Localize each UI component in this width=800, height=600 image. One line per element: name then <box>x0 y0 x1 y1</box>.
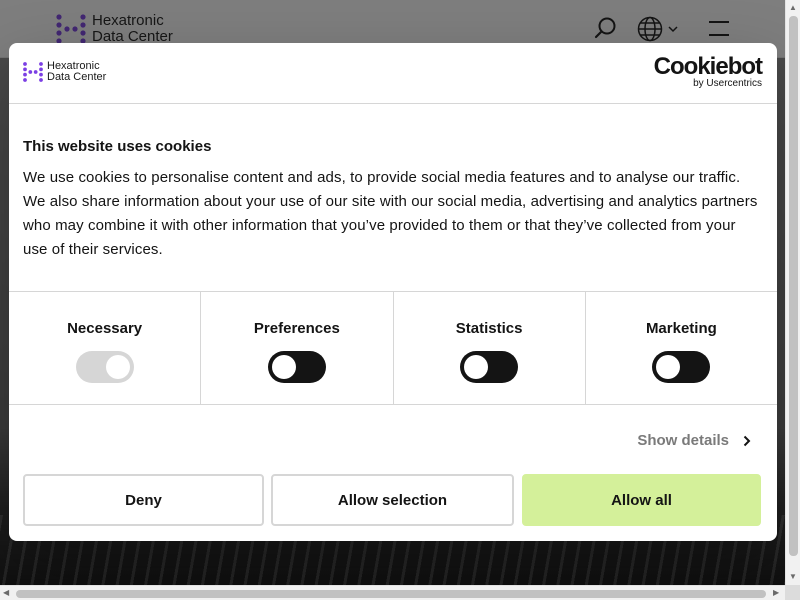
scrollbar-corner <box>785 585 800 600</box>
allow-selection-button[interactable]: Allow selection <box>271 474 514 526</box>
dialog-description: We use cookies to personalise content and ads, to provide social media features and to analyse our traffic. We also share information about your use of our site with our social media, advertising and analytics partners who may combine it with other information that you’ve provided to them or that they’ve collected from your use of their services. <box>23 169 758 258</box>
dialog-header <box>9 43 777 104</box>
category-label: Marketing <box>645 320 717 337</box>
category-statistics <box>394 292 586 404</box>
marketing-toggle[interactable] <box>652 351 710 383</box>
show-details-link[interactable] <box>637 432 751 449</box>
cookie-consent-dialog <box>9 43 777 541</box>
preferences-toggle[interactable] <box>268 351 326 383</box>
hexatronic-logo-icon <box>23 62 43 82</box>
category-marketing <box>586 292 777 404</box>
vertical-scrollbar[interactable] <box>785 0 800 585</box>
cookiebot-logo-name: Cookiebot <box>653 53 762 80</box>
consent-categories <box>9 291 777 405</box>
toggle-knob <box>464 355 488 379</box>
category-necessary <box>9 292 201 404</box>
show-details-label: Show details <box>637 432 729 449</box>
dialog-brand-line-2: Data Center <box>47 71 107 83</box>
category-preferences <box>201 292 393 404</box>
necessary-toggle <box>76 351 134 383</box>
horizontal-scrollbar[interactable] <box>0 585 785 600</box>
cookiebot-logo[interactable] <box>654 55 762 90</box>
toggle-knob <box>656 355 680 379</box>
category-label: Preferences <box>253 320 340 337</box>
dialog-brand-logo <box>23 61 106 83</box>
dialog-title: This website uses cookies <box>23 138 212 155</box>
allow-all-button[interactable]: Allow all <box>522 474 761 526</box>
scroll-down-arrow-icon[interactable]: ▼ <box>789 572 797 581</box>
category-label: Necessary <box>67 320 143 337</box>
statistics-toggle[interactable] <box>460 351 518 383</box>
horizontal-scroll-thumb[interactable] <box>16 590 766 598</box>
toggle-knob <box>272 355 296 379</box>
vertical-scroll-thumb[interactable] <box>789 16 798 556</box>
category-label: Statistics <box>455 320 523 337</box>
scroll-left-arrow-icon[interactable]: ◀ <box>3 588 10 597</box>
scroll-right-arrow-icon[interactable]: ▶ <box>773 588 780 597</box>
dialog-brand-line-1: Hexatronic <box>47 60 100 72</box>
toggle-knob <box>106 355 130 379</box>
deny-button[interactable]: Deny <box>23 474 264 526</box>
cookiebot-logo-sub: by Usercentrics <box>693 78 762 89</box>
chevron-right-icon <box>743 435 751 447</box>
scroll-up-arrow-icon[interactable]: ▲ <box>789 3 797 12</box>
